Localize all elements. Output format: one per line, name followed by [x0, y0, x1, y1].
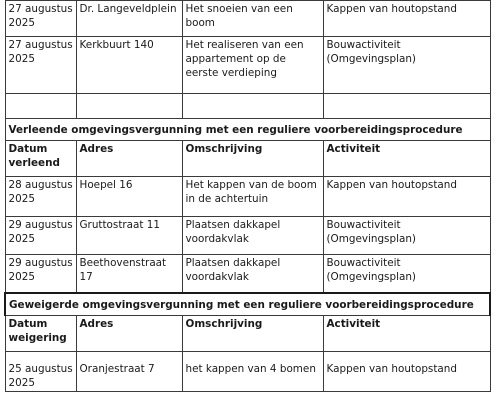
- header-row: [5, 141, 490, 177]
- header-row: [5, 315, 490, 351]
- section-title-row: [5, 119, 490, 141]
- header-datum: Datum weigering: [5, 315, 76, 351]
- cell-adres: Hoepel 16: [76, 177, 182, 217]
- table-row: [5, 255, 490, 293]
- cell-datum: 29 augustus 2025: [5, 255, 76, 293]
- section-title-row: [5, 293, 490, 316]
- header-omschrijving: Omschrijving: [182, 315, 323, 351]
- cell-activiteit: Kappen van houtopstand: [323, 177, 490, 217]
- table-row: [5, 351, 490, 391]
- cell-activiteit: Bouwactiviteit (Omgevingsplan): [323, 255, 490, 293]
- header-datum: Datum verleend: [5, 141, 76, 177]
- cell-datum: 28 augustus 2025: [5, 177, 76, 217]
- cell-datum: 25 augustus 2025: [5, 351, 76, 391]
- cell-activiteit: Kappen van houtopstand: [323, 1, 490, 37]
- cell-omschrijving: het kappen van 4 bomen: [182, 351, 323, 391]
- header-adres: Adres: [76, 315, 182, 351]
- header-adres: Adres: [76, 141, 182, 177]
- cell-datum: 27 augustus 2025: [5, 1, 76, 37]
- permit-document: [4, 0, 489, 392]
- header-omschrijving: Omschrijving: [182, 141, 323, 177]
- cell-omschrijving: Het kappen van de boom in de achtertuin: [182, 177, 323, 217]
- permit-table: [4, 0, 491, 392]
- cell-adres: Oranjestraat 7: [76, 351, 182, 391]
- cell-adres: Beethovenstraat 17: [76, 255, 182, 293]
- cell-omschrijving: Het snoeien van een boom: [182, 1, 323, 37]
- cell-activiteit: Bouwactiviteit (Omgevingsplan): [323, 217, 490, 255]
- cell-adres: Gruttostraat 11: [76, 217, 182, 255]
- cell-adres: Dr. Langeveldplein: [76, 1, 182, 37]
- empty-row: [5, 94, 490, 119]
- header-activiteit: Activiteit: [323, 141, 490, 177]
- cell-omschrijving: Plaatsen dakkapel voordakvlak: [182, 217, 323, 255]
- table-row: [5, 217, 490, 255]
- cell-adres: Kerkbuurt 140: [76, 37, 182, 94]
- cell-omschrijving: Het realiseren van een appartement op de eerste verdieping: [182, 37, 323, 94]
- table-row: [5, 1, 490, 37]
- cell-activiteit: Kappen van houtopstand: [323, 351, 490, 391]
- header-activiteit: Activiteit: [323, 315, 490, 351]
- table-row: [5, 177, 490, 217]
- cell-datum: 29 augustus 2025: [5, 217, 76, 255]
- cell-activiteit: Bouwactiviteit (Omgevingsplan): [323, 37, 490, 94]
- section-title: Verleende omgevingsvergunning met een reguliere voorbereidingsprocedure: [5, 119, 490, 141]
- section-title: Geweigerde omgevingsvergunning met een reguliere voorbereidingsprocedure: [5, 293, 490, 316]
- cell-omschrijving: Plaatsen dakkapel voordakvlak: [182, 255, 323, 293]
- table-row: [5, 37, 490, 94]
- cell-datum: 27 augustus 2025: [5, 37, 76, 94]
